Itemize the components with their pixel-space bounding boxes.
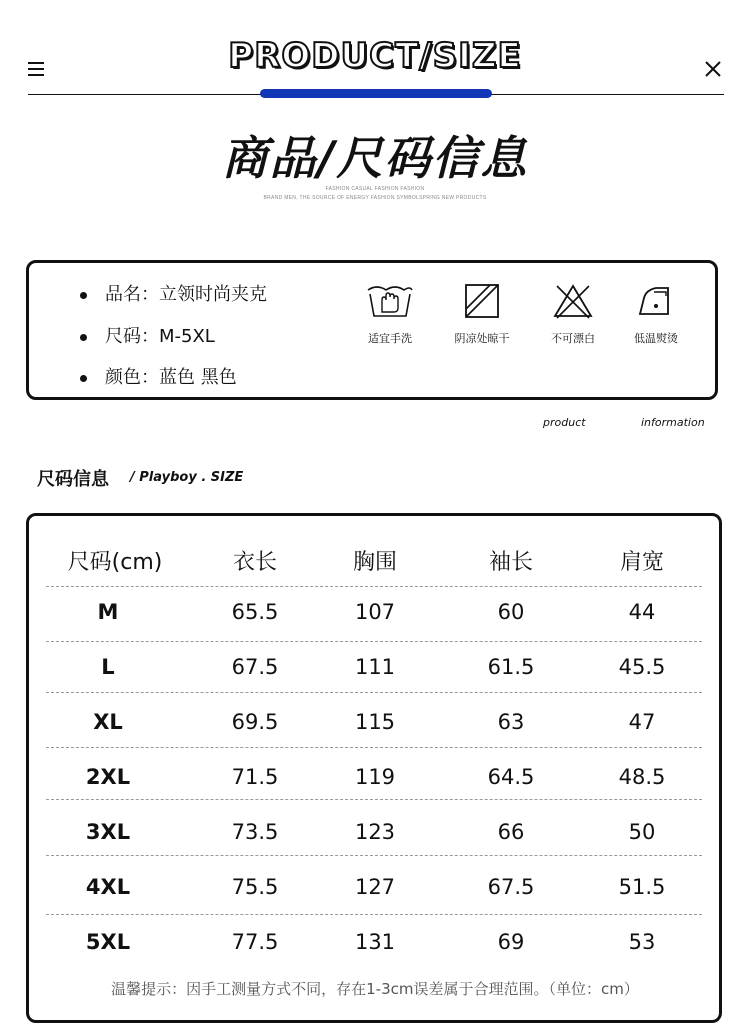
section-title: 商品/尺码信息	[221, 131, 529, 185]
column-header-size: 尺码(cm)	[67, 550, 163, 575]
table-cell: 71.5	[231, 765, 279, 789]
table-cell-size: 3XL	[85, 820, 131, 844]
table-cell: 115	[354, 710, 396, 734]
bullet-icon	[80, 375, 87, 382]
table-cell: 69.5	[231, 710, 279, 734]
care-shade-dry	[446, 282, 518, 346]
column-header-shoulder: 肩宽	[619, 550, 664, 575]
tagline-bottom: BRAND MEN, THE SOURCE OF ENERGY FASHION SYMBOLSPRING NEW PRODUCTS	[263, 195, 487, 201]
care-hand-wash	[354, 282, 426, 346]
care-low-iron	[620, 282, 692, 346]
table-cell: 65.5	[231, 600, 279, 624]
table-cell: 51.5	[618, 875, 666, 899]
bullet-icon	[80, 292, 87, 299]
table-cell: 44	[628, 600, 656, 624]
table-cell: 77.5	[231, 930, 279, 954]
table-cell: 53	[628, 930, 656, 954]
information-sublabel: information	[641, 416, 705, 429]
table-cell: 123	[354, 820, 396, 844]
product-name: 品名：立领时尚夹克	[105, 284, 267, 305]
table-cell: 64.5	[487, 765, 535, 789]
table-divider	[46, 914, 702, 915]
care-no-bleach	[537, 282, 609, 346]
table-cell: 127	[354, 875, 396, 899]
table-cell: 66	[497, 820, 525, 844]
table-divider	[46, 641, 702, 642]
table-cell: 60	[497, 600, 525, 624]
table-cell: 73.5	[231, 820, 279, 844]
product-colors-row	[80, 363, 237, 389]
no-bleach-icon	[551, 282, 595, 320]
table-divider	[46, 692, 702, 693]
care-label: 阴凉处晾干	[454, 332, 510, 345]
page-title: PRODUCT/SIZE	[228, 36, 522, 76]
table-cell-size: 5XL	[85, 930, 131, 954]
table-cell: 67.5	[231, 655, 279, 679]
measurement-footnote: 温馨提示：因手工测量方式不同，存在1-3cm误差属于合理范围。（单位：cm）	[111, 980, 639, 998]
bullet-icon	[80, 334, 87, 341]
size-heading: 尺码信息	[37, 469, 109, 490]
table-cell: 131	[354, 930, 396, 954]
care-label: 适宜手洗	[368, 332, 412, 345]
product-colors: 颜色：蓝色 黑色	[105, 367, 237, 388]
table-cell-size: 2XL	[85, 765, 131, 789]
table-divider	[46, 586, 702, 587]
product-size-row	[80, 322, 215, 348]
table-cell: 47	[628, 710, 656, 734]
table-divider	[46, 747, 702, 748]
table-cell: 63	[497, 710, 525, 734]
table-cell: 48.5	[618, 765, 666, 789]
table-cell: 69	[497, 930, 525, 954]
column-header-sleeve: 袖长	[488, 550, 533, 575]
column-header-chest: 胸围	[352, 550, 397, 575]
table-cell: 75.5	[231, 875, 279, 899]
table-cell: 119	[354, 765, 396, 789]
table-cell-size: 4XL	[85, 875, 131, 899]
table-cell: 50	[628, 820, 656, 844]
care-label: 不可漂白	[551, 332, 595, 345]
shade-dry-icon	[462, 282, 502, 320]
product-name-row	[80, 280, 267, 306]
table-divider	[46, 855, 702, 856]
table-cell-size: L	[101, 655, 115, 679]
table-cell-size: M	[97, 600, 119, 624]
table-divider	[46, 799, 702, 800]
close-icon[interactable]	[703, 59, 723, 79]
table-cell: 111	[354, 655, 396, 679]
column-header-length: 衣长	[232, 550, 277, 575]
table-cell: 67.5	[487, 875, 535, 899]
table-cell: 45.5	[618, 655, 666, 679]
table-cell: 107	[354, 600, 396, 624]
header-accent-bar	[260, 89, 492, 98]
tagline-top: FASHION CASUAL FASHION FASHION	[325, 186, 425, 192]
table-cell: 61.5	[487, 655, 535, 679]
table-cell-size: XL	[93, 710, 123, 734]
size-subheading: / Playboy . SIZE	[130, 470, 244, 485]
care-label: 低温熨烫	[634, 332, 678, 345]
product-sublabel: product	[543, 416, 586, 429]
low-iron-icon	[634, 282, 678, 320]
product-size-range: 尺码：M-5XL	[105, 326, 215, 347]
hand-wash-icon	[364, 282, 416, 320]
